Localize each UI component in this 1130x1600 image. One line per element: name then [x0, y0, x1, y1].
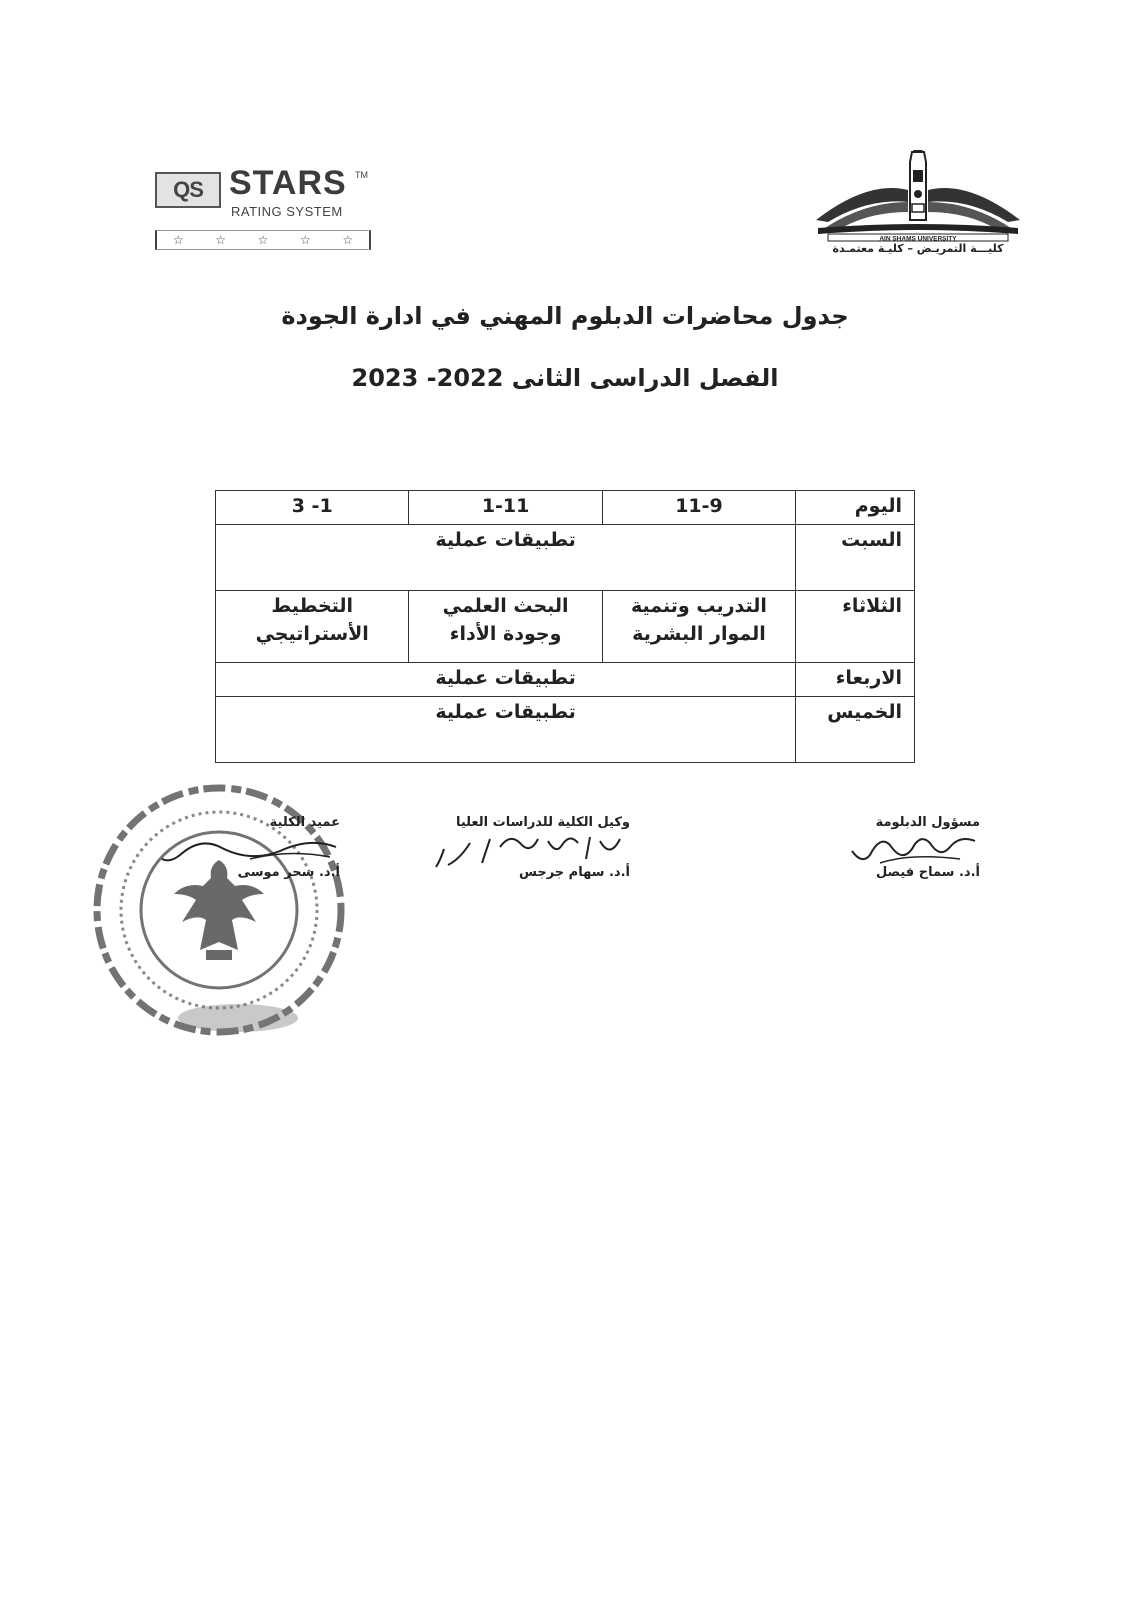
- page-subtitle: الفصل الدراسى الثانى 2022- 2023: [351, 364, 779, 392]
- qs-star-row: [155, 230, 371, 250]
- star-icon: ☆: [342, 233, 354, 247]
- session-cell: [409, 591, 602, 663]
- day-cell: الثلاثاء: [796, 591, 915, 663]
- merged-session-cell: تطبيقات عملية: [216, 697, 796, 763]
- table-row: [216, 697, 915, 763]
- day-cell: السبت: [796, 525, 915, 591]
- university-logo: [808, 150, 1028, 270]
- signature-role: مسؤول الدبلومة: [875, 815, 980, 830]
- page-title: جدول محاضرات الدبلوم المهني في ادارة الجودة: [281, 302, 849, 330]
- header-slot-1-3: 1- 3: [216, 491, 409, 525]
- handwritten-signature-icon: [840, 829, 980, 869]
- table-header-row: [216, 491, 915, 525]
- header-slot-9-11: 11-9: [602, 491, 795, 525]
- merged-session-cell: تطبيقات عملية: [216, 663, 796, 697]
- qs-stars-logo: [155, 164, 375, 254]
- university-emblem-icon: [808, 150, 1028, 242]
- session-line: البحث العلمي: [442, 595, 569, 617]
- signature-name: أ.د. سماح فيصل: [875, 865, 980, 880]
- merged-session-cell: تطبيقات عملية: [216, 525, 796, 591]
- header-day: اليوم: [796, 491, 915, 525]
- star-icon: ☆: [257, 233, 269, 247]
- signature-name: أ.د. سهام جرجس: [518, 865, 630, 880]
- session-cell: [602, 591, 795, 663]
- signature-role: عميد الكلية: [269, 815, 340, 830]
- session-cell: [216, 591, 409, 663]
- star-icon: ☆: [172, 233, 184, 247]
- star-icon: ☆: [299, 233, 311, 247]
- session-line: التخطيط: [271, 595, 354, 617]
- session-line: التدريب وتنمية: [631, 595, 767, 617]
- day-cell: الخميس: [796, 697, 915, 763]
- qs-stars-word: STARS: [229, 164, 347, 202]
- session-line: الأستراتيجي: [255, 623, 369, 645]
- session-line: وجودة الأداء: [449, 623, 562, 645]
- handwritten-signature-icon: [160, 829, 340, 869]
- header-slot-11-1: 1-11: [409, 491, 602, 525]
- university-name-en: AIN SHAMS UNIVERSITY: [879, 235, 957, 242]
- day-cell: الاربعاء: [796, 663, 915, 697]
- handwritten-signature-icon: [430, 829, 630, 869]
- table-row: [216, 591, 915, 663]
- session-line: الموار البشرية: [632, 623, 766, 645]
- qs-box: QS: [155, 172, 221, 208]
- qs-trademark: TM: [355, 170, 368, 180]
- schedule-table: [215, 490, 915, 763]
- signature-name: أ.د. سحر موسى: [237, 865, 340, 880]
- table-row: [216, 663, 915, 697]
- table-row: [216, 525, 915, 591]
- faculty-caption: كليـــة التمريـض – كليـة معتمـدة: [832, 242, 1004, 255]
- signature-role: وكيل الكلية للدراسات العليا: [455, 815, 630, 830]
- qs-rating-system: RATING SYSTEM: [231, 204, 343, 219]
- star-icon: ☆: [215, 233, 226, 247]
